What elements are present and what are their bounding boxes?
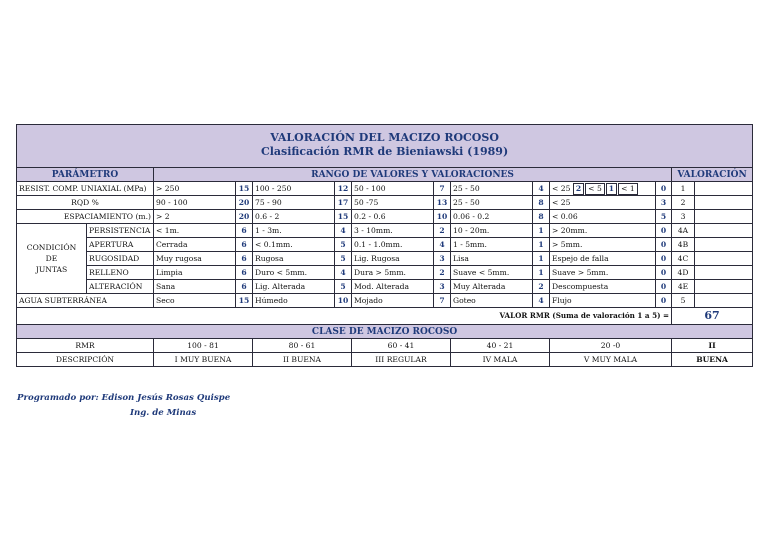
range-text: 0.6 - 2	[253, 210, 335, 224]
range-score: 2	[434, 266, 451, 280]
valoracion-input[interactable]	[695, 182, 753, 196]
valoracion-input[interactable]	[695, 224, 753, 238]
sub-param-label: RUGOSIDAD	[87, 252, 154, 266]
row-rqd	[17, 196, 753, 210]
range-score: 20	[236, 210, 253, 224]
range-score: 0	[656, 252, 672, 266]
row-index: 5	[672, 294, 695, 308]
page-title: VALORACIÓN DEL MACIZO ROCOSO	[270, 131, 499, 144]
row-index: 4E	[672, 280, 695, 294]
range-text: Flujo	[550, 294, 656, 308]
range-score: 0	[656, 238, 672, 252]
param-label: RESIST. COMP. UNIAXIAL (MPa)	[17, 182, 154, 196]
range-score: 15	[236, 182, 253, 196]
range-text: Lisa	[451, 252, 533, 266]
clase-range: 60 - 41	[352, 339, 451, 353]
clase-rmr-label: RMR	[17, 339, 154, 353]
range-text: < 25	[550, 196, 656, 210]
row-resist	[17, 182, 753, 196]
row-clase-desc	[17, 353, 753, 367]
range-text: Cerrada	[154, 238, 236, 252]
range-text: Muy Alterada	[451, 280, 533, 294]
range-score: 1	[533, 238, 550, 252]
range-score: 8	[533, 196, 550, 210]
clase-desc: II BUENA	[253, 353, 352, 367]
range-score: 3	[656, 196, 672, 210]
range-text: < 1	[618, 183, 638, 195]
range-text: < 25	[552, 183, 571, 193]
range-score: 6	[236, 280, 253, 294]
range-text: < 5	[585, 183, 605, 195]
row-persistencia	[17, 224, 753, 238]
range-score: 5	[335, 280, 352, 294]
clase-title: CLASE DE MACIZO ROCOSO	[17, 325, 753, 339]
range-score: 3	[434, 252, 451, 266]
range-text: > 250	[154, 182, 236, 196]
param-label: AGUA SUBTERRÁNEA	[17, 294, 154, 308]
row-rugosidad	[17, 252, 753, 266]
sub-param-label: ALTERACIÓN	[87, 280, 154, 294]
range-text: 50 -75	[352, 196, 434, 210]
range-score: 12	[335, 182, 352, 196]
range-text: < 1m.	[154, 224, 236, 238]
range-text-split	[550, 182, 656, 196]
range-score: 7	[434, 182, 451, 196]
range-score: 15	[335, 210, 352, 224]
row-index: 2	[672, 196, 695, 210]
range-text: 3 - 10mm.	[352, 224, 434, 238]
range-score: 6	[236, 238, 253, 252]
credits-author: Programado por: Edison Jesús Rosas Quispe	[17, 393, 231, 403]
clase-range: 20 -0	[550, 339, 672, 353]
range-text: 25 - 50	[451, 182, 533, 196]
param-label: ESPACIAMIENTO (m.)	[17, 210, 154, 224]
range-text: Lig. Rugosa	[352, 252, 434, 266]
range-text: 90 - 100	[154, 196, 236, 210]
clase-desc: I MUY BUENA	[154, 353, 253, 367]
row-relleno	[17, 266, 753, 280]
rmr-table	[16, 124, 753, 367]
credits-title: Ing. de Minas	[130, 408, 197, 418]
range-score: 5	[335, 252, 352, 266]
range-score: 4	[533, 294, 550, 308]
row-clase-rmr	[17, 339, 753, 353]
range-score: 10	[335, 294, 352, 308]
range-score: 1	[533, 252, 550, 266]
range-score: 1	[606, 183, 617, 195]
title-block	[17, 125, 753, 168]
row-total	[17, 308, 753, 325]
row-alteracion	[17, 280, 753, 294]
range-text: 1 - 3m.	[253, 224, 335, 238]
range-score: 5	[335, 238, 352, 252]
range-text: > 2	[154, 210, 236, 224]
range-text: Húmedo	[253, 294, 335, 308]
valoracion-input[interactable]	[695, 294, 753, 308]
rmr-sheet	[16, 124, 752, 367]
range-text: Mojado	[352, 294, 434, 308]
sub-param-label: PERSISTENCIA	[87, 224, 154, 238]
range-score: 7	[434, 294, 451, 308]
range-score: 13	[434, 196, 451, 210]
row-index: 4C	[672, 252, 695, 266]
range-score: 10	[434, 210, 451, 224]
param-label: RQD %	[17, 196, 154, 210]
row-agua	[17, 294, 753, 308]
credits	[17, 391, 230, 421]
range-text: 0.06 - 0.2	[451, 210, 533, 224]
header-rango: RANGO DE VALORES Y VALORACIONES	[154, 168, 672, 182]
condicion-line: DE	[45, 254, 58, 263]
valoracion-input[interactable]	[695, 196, 753, 210]
range-score: 2	[573, 183, 584, 195]
range-score: 3	[434, 280, 451, 294]
range-text: Duro < 5mm.	[253, 266, 335, 280]
range-score: 2	[533, 280, 550, 294]
range-score: 15	[236, 294, 253, 308]
valoracion-input[interactable]	[695, 210, 753, 224]
range-text: Mod. Alterada	[352, 280, 434, 294]
row-index: 4A	[672, 224, 695, 238]
row-apertura	[17, 238, 753, 252]
total-value: 67	[672, 308, 753, 325]
range-score: 1	[533, 266, 550, 280]
clase-result-class: II	[672, 339, 753, 353]
range-score: 8	[533, 210, 550, 224]
valoracion-input[interactable]	[695, 266, 753, 280]
range-score: 0	[656, 182, 672, 196]
range-score: 6	[236, 252, 253, 266]
range-text: 50 - 100	[352, 182, 434, 196]
valoracion-input[interactable]	[695, 252, 753, 266]
range-score: 5	[656, 210, 672, 224]
range-text: Dura > 5mm.	[352, 266, 434, 280]
condicion-line: JUNTAS	[35, 265, 68, 274]
clase-desc-label: DESCRIPCIÓN	[17, 353, 154, 367]
clase-range: 100 - 81	[154, 339, 253, 353]
range-text: Lig. Alterada	[253, 280, 335, 294]
range-score: 4	[335, 266, 352, 280]
range-text: < 0.1mm.	[253, 238, 335, 252]
sub-param-label: RELLENO	[87, 266, 154, 280]
condicion-juntas-label	[17, 224, 87, 294]
sub-param-label: APERTURA	[87, 238, 154, 252]
range-score: 0	[656, 266, 672, 280]
condicion-line: CONDICIÓN	[26, 243, 77, 252]
range-score: 0	[656, 294, 672, 308]
range-text: Goteo	[451, 294, 533, 308]
range-score: 4	[533, 182, 550, 196]
range-text: 25 - 50	[451, 196, 533, 210]
range-score: 4	[335, 224, 352, 238]
range-text: Rugosa	[253, 252, 335, 266]
range-score: 6	[236, 224, 253, 238]
clase-range: 40 - 21	[451, 339, 550, 353]
range-text: Seco	[154, 294, 236, 308]
range-text: 75 - 90	[253, 196, 335, 210]
range-score: 20	[236, 196, 253, 210]
range-text: < 0.06	[550, 210, 656, 224]
clase-desc: V MUY MALA	[550, 353, 672, 367]
row-index: 1	[672, 182, 695, 196]
row-index: 3	[672, 210, 695, 224]
row-index: 4B	[672, 238, 695, 252]
range-text: > 5mm.	[550, 238, 656, 252]
header-valoracion: VALORACIÓN	[672, 168, 753, 182]
row-espaciamiento	[17, 210, 753, 224]
clase-range: 80 - 61	[253, 339, 352, 353]
range-text: Muy rugosa	[154, 252, 236, 266]
range-score: 6	[236, 266, 253, 280]
range-score: 4	[434, 238, 451, 252]
range-text: Descompuesta	[550, 280, 656, 294]
range-text: Suave < 5mm.	[451, 266, 533, 280]
range-text: > 20mm.	[550, 224, 656, 238]
page-subtitle: Clasificación RMR de Bieniawski (1989)	[260, 145, 509, 158]
range-text: Espejo de falla	[550, 252, 656, 266]
range-text: Sana	[154, 280, 236, 294]
range-text: 100 - 250	[253, 182, 335, 196]
range-text: Limpia	[154, 266, 236, 280]
clase-desc: IV MALA	[451, 353, 550, 367]
range-score: 17	[335, 196, 352, 210]
range-text: Suave > 5mm.	[550, 266, 656, 280]
total-label: VALOR RMR (Suma de valoración 1 a 5) =	[17, 308, 672, 325]
clase-result-desc: BUENA	[672, 353, 753, 367]
range-score: 0	[656, 224, 672, 238]
valoracion-input[interactable]	[695, 238, 753, 252]
row-index: 4D	[672, 266, 695, 280]
range-score: 1	[533, 224, 550, 238]
range-score: 2	[434, 224, 451, 238]
range-text: 0.2 - 0.6	[352, 210, 434, 224]
header-parametro: PARÁMETRO	[17, 168, 154, 182]
valoracion-input[interactable]	[695, 280, 753, 294]
clase-desc: III REGULAR	[352, 353, 451, 367]
range-text: 0.1 - 1.0mm.	[352, 238, 434, 252]
range-score: 0	[656, 280, 672, 294]
range-text: 1 - 5mm.	[451, 238, 533, 252]
range-text: 10 - 20m.	[451, 224, 533, 238]
